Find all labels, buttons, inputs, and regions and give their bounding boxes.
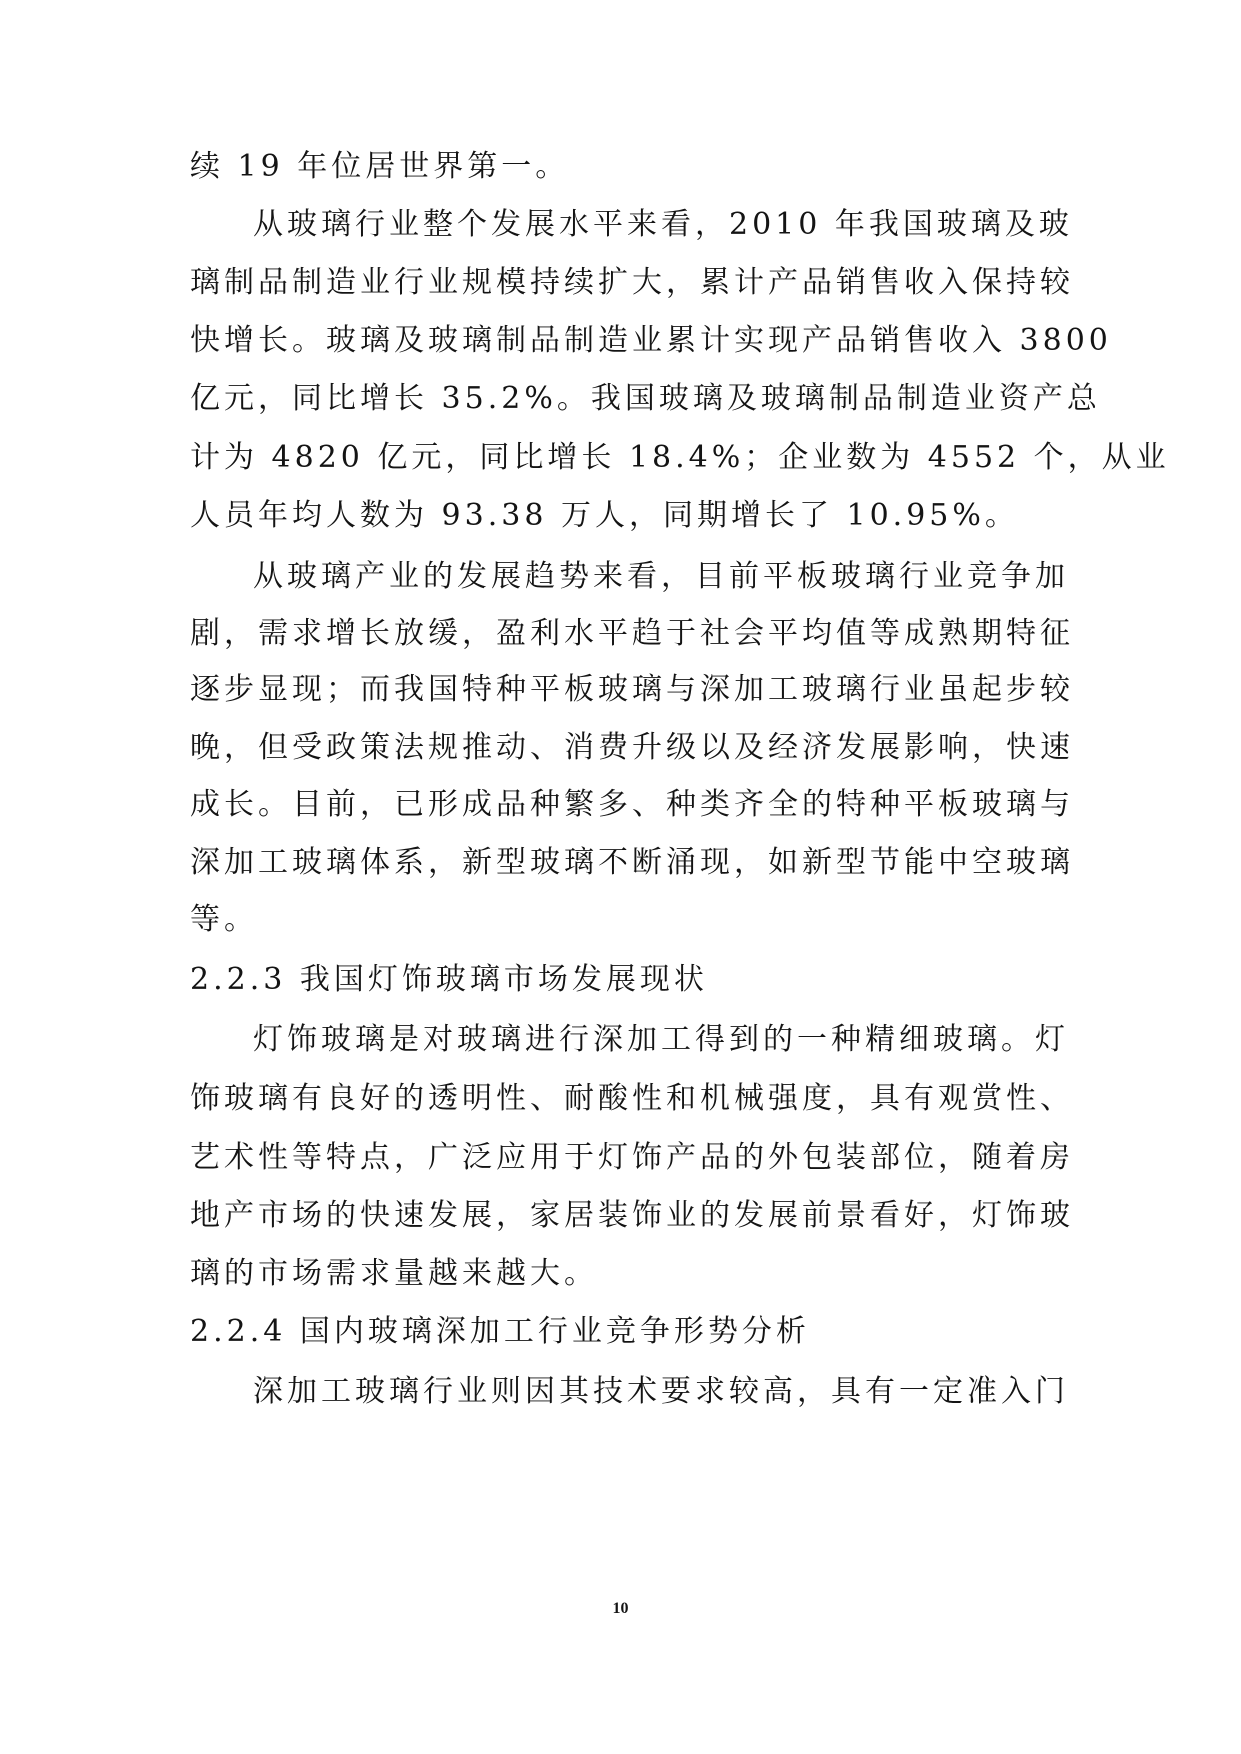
paragraph-first-line: 灯饰玻璃是对玻璃进行深加工得到的一种精细玻璃。灯: [253, 1022, 1069, 1057]
text-line: 等。: [190, 902, 258, 937]
text-line: 璃制品制造业行业规模持续扩大，累计产品销售收入保持较: [190, 265, 1074, 300]
section-heading: 2.2.4 国内玻璃深加工行业竞争形势分析: [190, 1314, 810, 1349]
text-line: 亿元，同比增长 35.2%。我国玻璃及玻璃制品制造业资产总: [190, 381, 1101, 416]
text-line: 地产市场的快速发展，家居装饰业的发展前景看好，灯饰玻: [190, 1198, 1074, 1233]
text-line: 深加工玻璃体系，新型玻璃不断涌现，如新型节能中空玻璃: [190, 845, 1074, 880]
text-line: 晚，但受政策法规推动、消费升级以及经济发展影响，快速: [190, 730, 1074, 765]
text-line: 续 19 年位居世界第一。: [190, 149, 570, 184]
text-line: 计为 4820 亿元，同比增长 18.4%；企业数为 4552 个，从业: [190, 440, 1170, 475]
section-heading: 2.2.3 我国灯饰玻璃市场发展现状: [190, 962, 708, 997]
text-line: 成长。目前，已形成品种繁多、种类齐全的特种平板玻璃与: [190, 787, 1074, 822]
text-line: 璃的市场需求量越来越大。: [190, 1256, 598, 1291]
paragraph-first-line: 深加工玻璃行业则因其技术要求较高，具有一定准入门: [253, 1374, 1069, 1409]
text-line: 逐步显现；而我国特种平板玻璃与深加工玻璃行业虽起步较: [190, 672, 1074, 707]
paragraph-first-line: 从玻璃产业的发展趋势来看，目前平板玻璃行业竞争加: [253, 559, 1069, 594]
page-number: 10: [612, 1600, 629, 1617]
text-line: 艺术性等特点，广泛应用于灯饰产品的外包装部位，随着房: [190, 1140, 1074, 1175]
text-line: 人员年均人数为 93.38 万人，同期增长了 10.95%。: [190, 498, 1019, 533]
text-line: 饰玻璃有良好的透明性、耐酸性和机械强度，具有观赏性、: [190, 1081, 1074, 1116]
text-line: 剧，需求增长放缓，盈利水平趋于社会平均值等成熟期特征: [190, 616, 1074, 651]
paragraph-first-line: 从玻璃行业整个发展水平来看，2010 年我国玻璃及玻: [253, 207, 1073, 242]
text-line: 快增长。玻璃及玻璃制品制造业累计实现产品销售收入 3800: [190, 323, 1112, 358]
